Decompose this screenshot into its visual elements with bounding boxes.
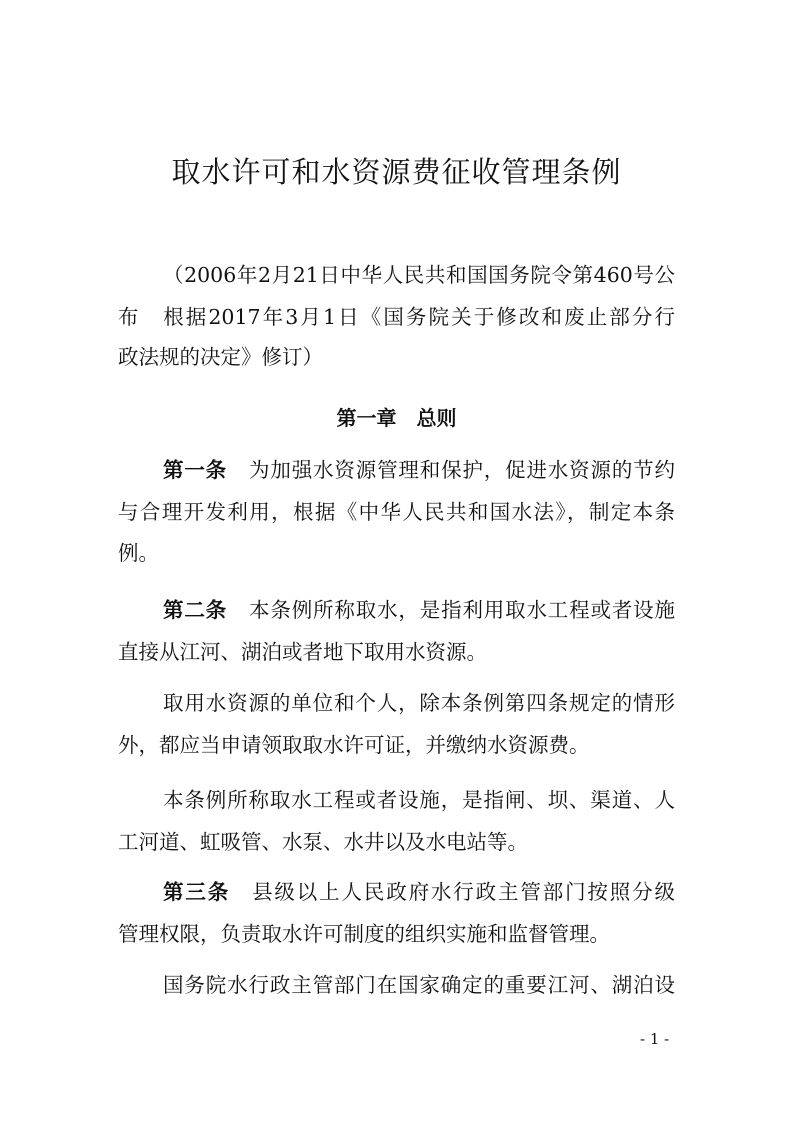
- preamble-line: （2006年2月21日中华人民共和国国务院令第460号公: [163, 263, 675, 287]
- article-1-line: 例。: [118, 541, 159, 565]
- article-3-line: [163, 878, 675, 906]
- page-number: - 1 -: [640, 1030, 670, 1048]
- preamble-line: 政法规的决定》修订）: [118, 345, 323, 369]
- paragraph-line: 本条例所称取水工程或者设施，是指闸、坝、渠道、人: [163, 788, 675, 812]
- article-label: 第一条: [163, 458, 228, 482]
- preamble-line: 布 根据2017年3月1日《国务院关于修改和废止部分行: [118, 305, 675, 329]
- paragraph-line: 工河道、虹吸管、水泵、水井以及水电站等。: [118, 830, 528, 854]
- article-1-line: [163, 456, 675, 484]
- paragraph-line: 取用水资源的单位和个人，除本条例第四条规定的情形: [163, 691, 675, 715]
- article-2-line: 直接从江河、湖泊或者地下取用水资源。: [118, 640, 487, 664]
- article-2-text: 本条例所称取水，是指利用取水工程或者设施: [249, 598, 676, 622]
- document-title: 取水许可和水资源费征收管理条例: [171, 155, 622, 189]
- article-1-text: 为加强水资源管理和保护，促进水资源的节约: [249, 458, 676, 482]
- chapter-heading: 第一章 总则: [336, 406, 457, 430]
- article-1-line: 与合理开发利用，根据《中华人民共和国水法》，制定本条: [118, 500, 675, 524]
- article-label: 第三条: [163, 880, 231, 904]
- paragraph-line: 国务院水行政主管部门在国家确定的重要江河、湖泊设: [163, 973, 675, 997]
- article-3-text: 县级以上人民政府水行政主管部门按照分级: [252, 880, 676, 904]
- article-2-line: [163, 596, 675, 624]
- article-3-line: 管理权限，负责取水许可制度的组织实施和监督管理。: [118, 922, 610, 946]
- article-label: 第二条: [163, 598, 228, 622]
- paragraph-line: 外，都应当申请领取取水许可证，并缴纳水资源费。: [118, 733, 590, 757]
